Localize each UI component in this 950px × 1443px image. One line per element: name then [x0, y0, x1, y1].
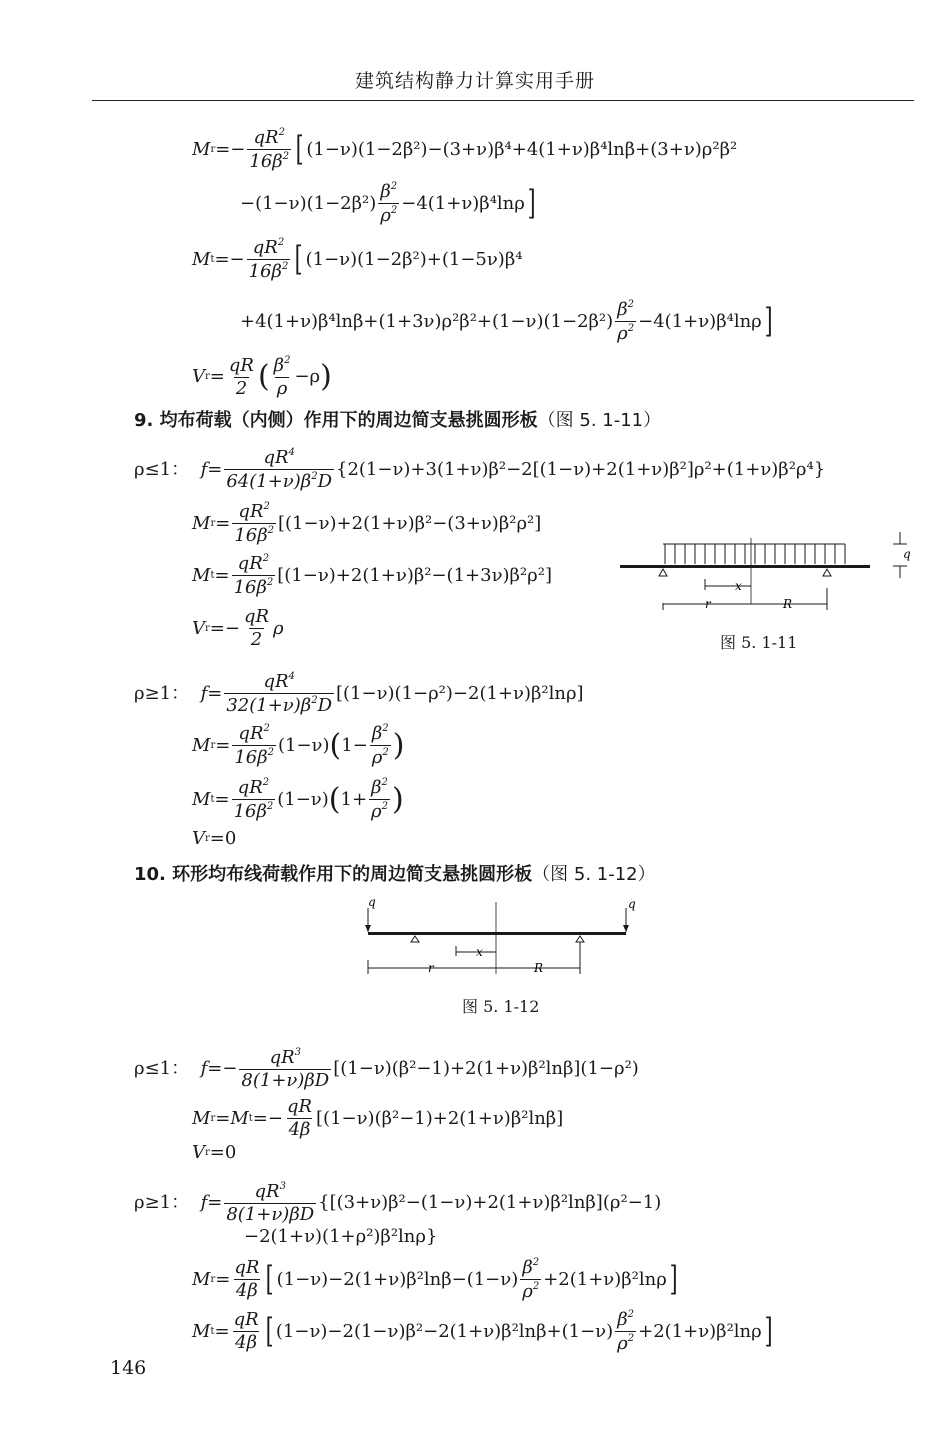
s9-case1-mr-body: [(1−ν)+2(1+ν)β²−(3+ν)β²ρ²]: [278, 512, 542, 534]
eq-s10-f-case2-line2: [244, 1228, 437, 1246]
s9-case1-vr-tail: ρ: [273, 617, 284, 639]
section-10-ref: （图 5. 1-12）: [532, 864, 656, 885]
figure-5-1-11: [615, 524, 915, 620]
s9-case2-f-body: [(1−ν)(1−ρ²)−2(1+ν)β²lnρ]: [336, 682, 584, 704]
figure-5-1-12-caption: 图 5. 1-12: [462, 997, 540, 1016]
vr-top-tail: −ρ: [294, 366, 321, 387]
running-header: 建筑结构静力计算实用手册: [354, 70, 595, 92]
s9-case2-mt-body: (1−ν): [277, 788, 329, 810]
figure-5-1-11-caption: 图 5. 1-11: [720, 633, 798, 652]
eq-s9-mt-case1: M t = $\frac{qR^2}{16\beta^2}$ [(1−ν)+2(1+ν)β²−(1+3ν)β²ρ²]: [192, 553, 552, 598]
s9-case2-cond: ρ≥1：: [134, 682, 190, 704]
section-9-title: 9. 均布荷载（内侧）作用下的周边简支悬挑圆形板: [134, 410, 538, 431]
s10-case2-mr-a: (1−ν)−2(1+ν)β²lnβ−(1−ν): [276, 1268, 519, 1290]
s10-case2-mr-b: +2(1+ν)β²lnρ: [543, 1268, 667, 1290]
s10-case1-vr: =0: [209, 1142, 237, 1163]
eq-s10-f-case2-line1: ρ≥1： f = $\frac{qR^3}{8(1+\nu)\beta D}$ {[(3+ν)β²−(1−ν)+2(1+ν)β²lnβ](ρ²−1): [134, 1181, 662, 1225]
mr-top-line2b: −4(1+ν)β⁴lnρ: [401, 192, 525, 214]
s9-case1-cond: ρ≤1：: [134, 458, 190, 480]
eq-s10-mt-case2: M t = $\frac{qR}{4\beta}$ [ (1−ν)−2(1−ν)β²−2(1+ν)β²lnβ+(1−ν) $\frac{\beta^2}{\rho^2}$ +2(1+ν)β²lnρ ]: [192, 1309, 773, 1354]
label-r: r: [428, 961, 434, 975]
support-left: [659, 569, 667, 576]
load-arrows: [665, 544, 845, 564]
eq-s9-mt-case2: M t = $\frac{qR^2}{16\beta^2}$ (1−ν) ( 1+ $\frac{\beta^2}{\rho^2}$ ): [192, 777, 404, 822]
section-9-heading: [134, 406, 661, 432]
eq-mt-top-line1: M t =− $\frac{qR^2}{16\beta^2}$ [ (1−ν)(1−2β²)+(1−5ν)β⁴: [192, 237, 523, 282]
s9-case2-mr-body: (1−ν): [278, 734, 330, 756]
label-q-right: q: [628, 897, 636, 911]
s10-case2-mt-a: (1−ν)−2(1−ν)β²−2(1+ν)β²lnβ+(1−ν): [275, 1320, 614, 1342]
section-10-heading: [134, 860, 656, 886]
s9-case1-mt-body: [(1−ν)+2(1+ν)β²−(1+3ν)β²ρ²]: [277, 564, 552, 586]
label-x: x: [476, 945, 483, 959]
eq-s9-f-case2: ρ≥1： f = $\frac{qR^4}{32(1+\nu)\beta^2D}$ [(1−ν)(1−ρ²)−2(1+ν)β²lnρ]: [134, 671, 584, 716]
eq-s9-vr-case2: V r =0: [192, 828, 237, 849]
s10-case2-cond: ρ≥1：: [134, 1192, 190, 1213]
section-9-ref: （图 5. 1-11）: [537, 410, 662, 431]
arrowhead-left: [365, 925, 371, 932]
mr-top-line1-body: (1−ν)(1−2β²)−(3+ν)β⁴+4(1+ν)β⁴lnβ+(3+ν)ρ²β²: [306, 138, 738, 160]
eq-s10-vr-case1: V r =0: [192, 1142, 237, 1163]
mt-top-line2b: −4(1+ν)β⁴lnρ: [638, 310, 762, 332]
figure-5-1-12: [360, 894, 640, 984]
s9-case1-f-body: {2(1−ν)+3(1+ν)β²−2[(1−ν)+2(1+ν)β²]ρ²+(1+ν)β²ρ⁴}: [336, 458, 826, 480]
plate: [368, 932, 626, 935]
figure-5-1-11-svg: [615, 524, 915, 620]
s10-case2-mt-b: +2(1+ν)β²lnρ: [638, 1320, 762, 1342]
s10-case1-cond: ρ≤1：: [134, 1058, 190, 1079]
eq-s10-f-case1: ρ≤1： f =− $\frac{qR^3}{8(1+\nu)\beta D}$ [(1−ν)(β²−1)+2(1+ν)β²lnβ](1−ρ²): [134, 1047, 639, 1091]
page-number: 146: [110, 1357, 147, 1379]
header-rule: [92, 100, 914, 101]
mt-top-line2a: +4(1+ν)β⁴lnβ+(1+3ν)ρ²β²+(1−ν)(1−2β²): [240, 310, 614, 332]
support-left: [411, 936, 419, 942]
eq-mr-top-line1: M r =− $\frac{qR^2}{16\beta^2}$ [ (1−ν)(1−2β²)−(3+ν)β⁴+4(1+ν)β⁴lnβ+(3+ν)ρ²β²: [192, 127, 738, 172]
eq-s10-mr-case2: M r = $\frac{qR}{4\beta}$ [ (1−ν)−2(1+ν)β²lnβ−(1−ν) $\frac{\beta^2}{\rho^2}$ +2(1+ν)β²lnρ ]: [192, 1257, 678, 1302]
eq-s9-mr-case2: M r = $\frac{qR^2}{16\beta^2}$ (1−ν) ( 1− $\frac{\beta^2}{\rho^2}$ ): [192, 723, 405, 768]
s10-case1-f-body: [(1−ν)(β²−1)+2(1+ν)β²lnβ](1−ρ²): [333, 1058, 639, 1079]
label-x: x: [735, 579, 742, 593]
eq-mr-top-line2: −(1−ν)(1−2β²) $\frac{\beta^2}{\rho^2}$ −4(1+ν)β⁴lnρ ]: [240, 181, 536, 226]
label-r: r: [705, 597, 711, 611]
figure-5-1-12-svg: [360, 894, 640, 984]
eq-vr-top: V r = $\frac{qR}{2}$ ( $\frac{\beta^2}{\rho}$ −ρ ): [192, 354, 332, 399]
s9-case2-vr: =0: [209, 828, 237, 849]
mr-top-line2a: −(1−ν)(1−2β²): [240, 192, 377, 214]
label-q: q: [903, 547, 911, 561]
eq-s9-f-case1: ρ≤1： f = $\frac{qR^4}{64(1+\nu)\beta^2D}$ {2(1−ν)+3(1+ν)β²−2[(1−ν)+2(1+ν)β²]ρ²+(1+ν)β²ρ⁴}: [134, 447, 826, 492]
eq-mt-top-line2: +4(1+ν)β⁴lnβ+(1+3ν)ρ²β²+(1−ν)(1−2β²) $\frac{\beta^2}{\rho^2}$ −4(1+ν)β⁴lnρ ]: [240, 299, 773, 344]
s10-case2-f-line2: −2(1+ν)(1+ρ²)β²lnρ}: [244, 1226, 438, 1247]
eq-s10-m-case1: M r = M t =− $\frac{qR}{4\beta}$ [(1−ν)(β²−1)+2(1+ν)β²lnβ]: [192, 1096, 564, 1140]
section-10-title: 10. 环形均布线荷载作用下的周边简支悬挑圆形板: [134, 864, 533, 885]
eq-s9-mr-case1: M r = $\frac{qR^2}{16\beta^2}$ [(1−ν)+2(1+ν)β²−(3+ν)β²ρ²]: [192, 501, 542, 546]
support-right: [576, 936, 584, 942]
label-q-left: q: [368, 895, 376, 909]
eq-s9-vr-case1: V r =− $\frac{qR}{2}$ ρ: [192, 606, 284, 650]
label-R: R: [534, 961, 544, 975]
label-R: R: [783, 597, 793, 611]
s10-case1-m-body: [(1−ν)(β²−1)+2(1+ν)β²lnβ]: [316, 1107, 564, 1129]
plate: [620, 565, 870, 568]
support-right: [823, 569, 831, 576]
arrowhead-right: [623, 925, 629, 932]
mt-top-line1-body: (1−ν)(1−2β²)+(1−5ν)β⁴: [305, 248, 523, 270]
s10-case2-f-line1: {[(3+ν)β²−(1−ν)+2(1+ν)β²lnβ](ρ²−1): [318, 1192, 662, 1213]
